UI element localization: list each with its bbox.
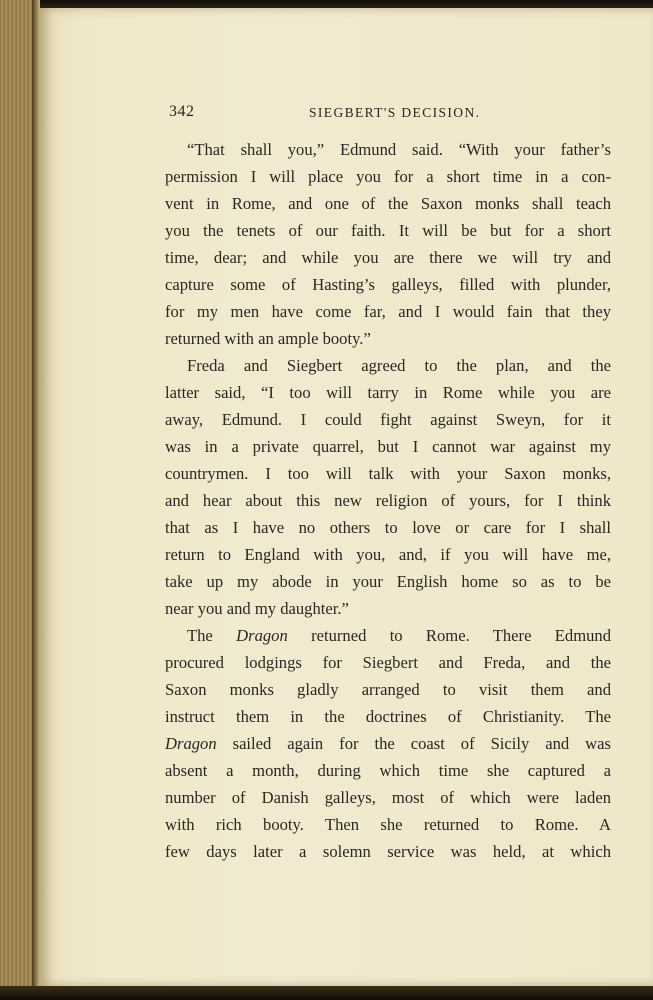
text-line: you the tenets of our faith. It will be but for a short <box>165 221 611 240</box>
text-line: vent in Rome, and one of the Saxon monks shall teach <box>165 194 611 213</box>
running-head <box>169 103 619 127</box>
text-line: Freda and Siegbert agreed to the plan, and the <box>187 356 611 375</box>
text-line <box>165 730 611 757</box>
text-line: capture some of Hasting’s galleys, filled with plunder, <box>165 275 611 294</box>
ship-name-italic: Dragon <box>236 626 288 645</box>
book-page <box>40 8 653 986</box>
running-title: SIEGBERT'S DECISION. <box>309 105 481 120</box>
text-line: few days later a solemn service was held, at which <box>165 842 611 861</box>
text-line: instruct them in the doctrines of Christianity. The <box>165 707 611 726</box>
text-line: returned with an ample booty.” <box>165 329 371 348</box>
book-top-edge <box>30 0 653 8</box>
ship-name-italic: Dragon <box>165 734 217 753</box>
text-segment: returned to Rome. There Edmund <box>287 626 611 645</box>
text-line: permission I will place you for a short time in a con- <box>165 167 611 186</box>
text-line: latter said, “I too will tarry in Rome while you are <box>165 383 611 402</box>
text-line: Saxon monks gladly arranged to visit them and <box>165 680 611 699</box>
text-line: number of Danish galleys, most of which were laden <box>165 788 611 807</box>
body-text <box>165 136 611 865</box>
text-line: near you and my daughter.” <box>165 599 349 618</box>
text-line: away, Edmund. I could fight against Sweyn, for it <box>165 410 611 429</box>
text-line: time, dear; and while you are there we will try and <box>165 248 611 267</box>
text-line: countrymen. I too will talk with your Saxon monks, <box>165 464 611 483</box>
text-line: return to England with you, and, if you will have me, <box>165 545 611 564</box>
page-number: 342 <box>169 103 195 120</box>
text-line: and hear about this new religion of yours, for I think <box>165 491 611 510</box>
text-line: for my men have come far, and I would fain that they <box>165 302 611 321</box>
text-line: that as I have no others to love or care for I shall <box>165 518 611 537</box>
book-bottom-edge <box>0 986 653 1000</box>
text-line <box>165 622 611 649</box>
text-line: was in a private quarrel, but I cannot war against my <box>165 437 611 456</box>
text-segment: sailed again for the coast of Sicily and was <box>216 734 611 753</box>
text-line: with rich booty. Then she returned to Rome. A <box>165 815 611 834</box>
text-line: procured lodgings for Siegbert and Freda, and the <box>165 653 611 672</box>
text-segment: The <box>187 626 237 645</box>
text-line: “That shall you,” Edmund said. “With your father’s <box>187 140 611 159</box>
text-line: absent a month, during which time she captured a <box>165 761 611 780</box>
text-line: take up my abode in your English home so as to be <box>165 572 611 591</box>
book-page-edges <box>0 0 40 1000</box>
